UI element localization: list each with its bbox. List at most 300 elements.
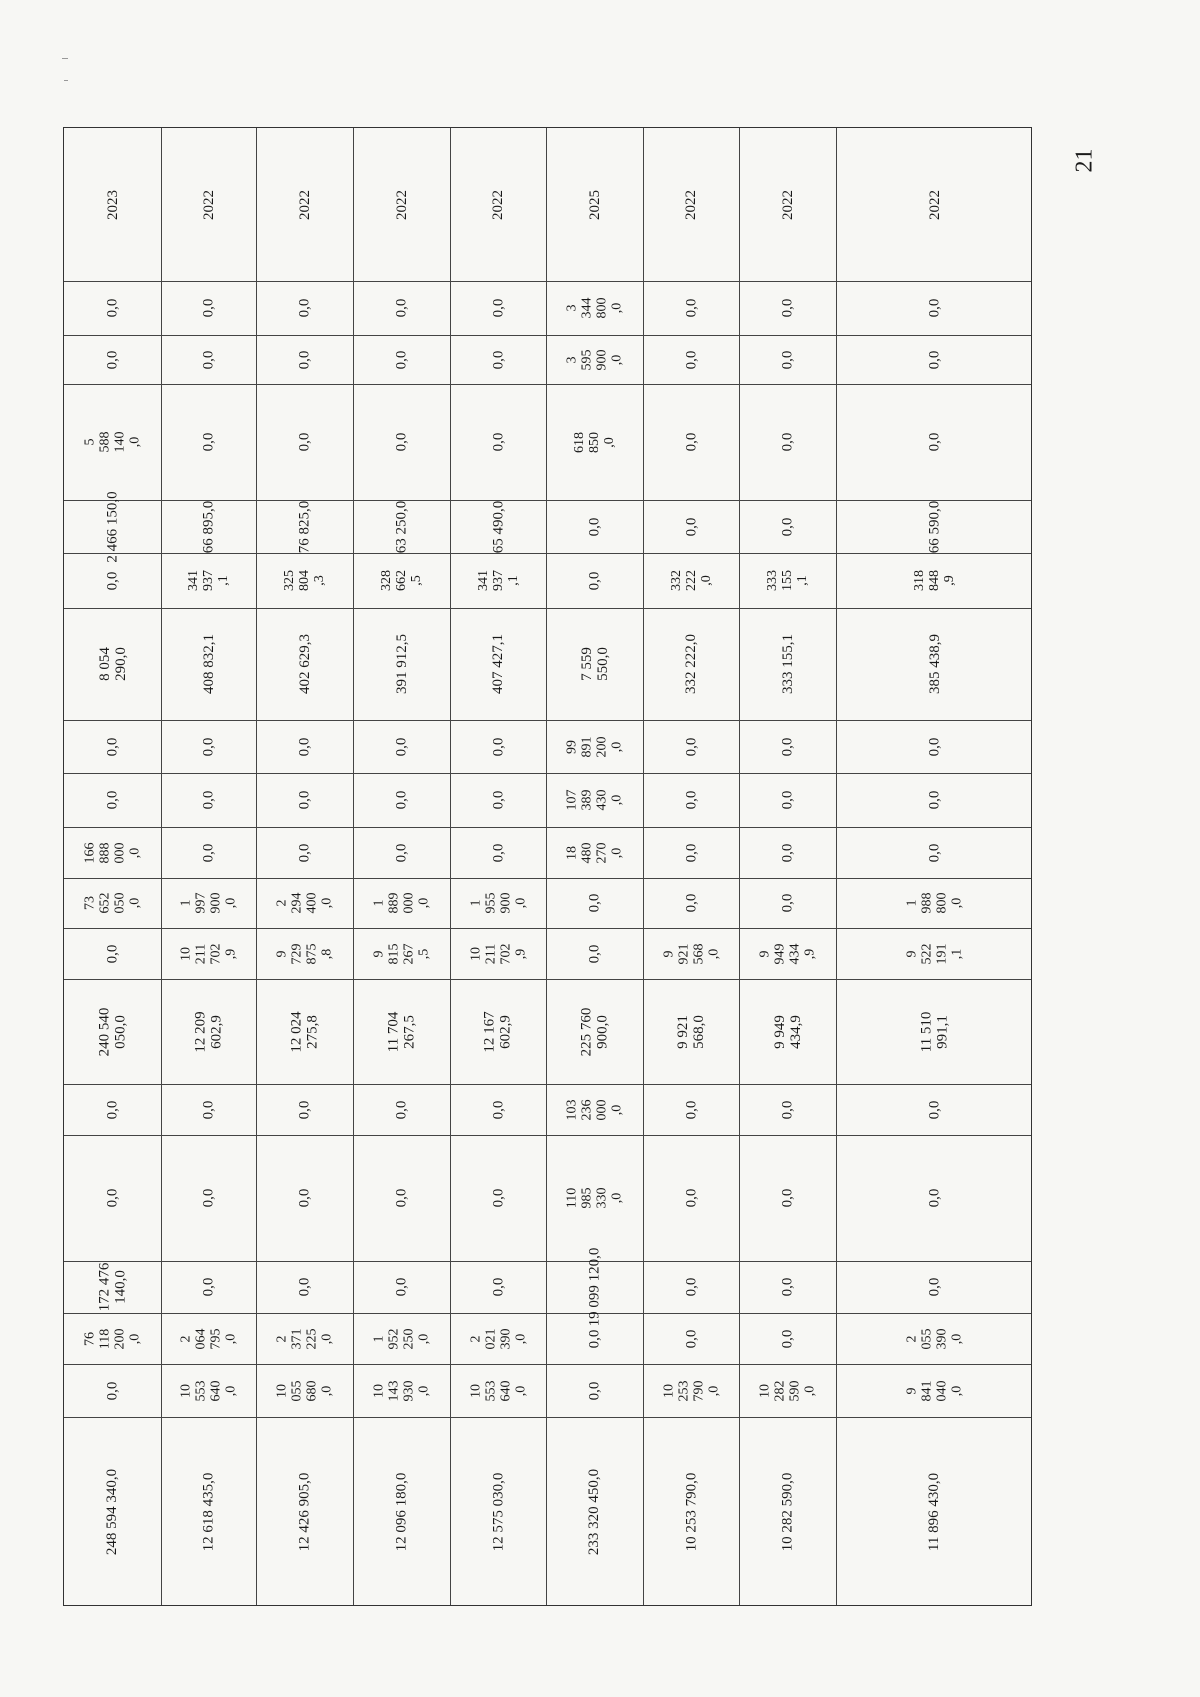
cell-value: 9 815 267 ,5 [371,943,432,964]
cell-value: 333 155,1 [779,634,796,694]
cell-value: 0,0 [586,1329,603,1348]
table-cell [836,281,1033,335]
cell-value: 2022 [779,189,796,220]
table-cell [836,1135,1033,1261]
cell-value: 0,0 [779,737,796,756]
table-cell [64,878,161,928]
cell-value: 0,0 [296,843,313,862]
cell-value: 0,0 [586,517,603,536]
cell-value: 0,0 [393,1100,410,1119]
cell-value: 5 588 140 ,0 [82,431,143,453]
table-cell [836,500,1033,553]
cell-value: 0,0 [683,350,699,369]
cell-value: 107 389 430 ,0 [564,789,625,811]
cell-value: 0,0 [779,1100,796,1119]
cell-value: 12 167 602,9 [482,1010,514,1053]
table-cell [643,1261,739,1313]
cell-value: 0,0 [393,843,410,862]
cell-value: 65 490,0 [490,500,506,553]
cell-value: 2022 [926,189,943,220]
cell-value: 0,0 [779,350,796,369]
table-cell [353,335,450,384]
cell-value: 9 921 568 ,0 [661,943,721,964]
cell-value: 0,0 [490,432,506,452]
page-number [1070,140,1100,180]
table-cell [161,1135,256,1261]
table-cell [739,1261,836,1313]
cell-value: 99 891 200 ,0 [564,736,625,757]
table-cell [450,1364,546,1417]
cell-value: 0,0 [200,1277,217,1297]
table-cell [161,1313,256,1364]
cell-value: 0,0 [683,843,699,862]
cell-value: 0,0 [926,1277,943,1297]
cell-value: 9 522 191 ,1 [904,943,965,964]
table-cell [739,335,836,384]
cell-value: 0,0 [393,790,410,810]
cell-value: 11 896 430,0 [926,1472,943,1552]
cell-value: 0,0 [200,432,217,452]
cell-value: 0,0 [586,944,603,963]
table-cell [256,500,353,553]
table-cell [256,608,353,720]
cell-value: 0,0 [104,944,121,963]
table-cell [836,1417,1033,1607]
cell-value: 0,0 [490,790,506,810]
cell-value: 1 952 250 ,0 [371,1328,432,1349]
table-cell [161,720,256,773]
cell-value: 2022 [296,189,313,220]
cell-value: 0,0 [200,350,217,369]
cell-value: 10 553 640 ,0 [178,1380,239,1401]
table-cell [64,1313,161,1364]
table-cell [739,1084,836,1135]
table-cell [546,1135,643,1261]
cell-value: 0,0 [393,1188,410,1208]
table-cell [161,1417,256,1607]
table-cell [450,1261,546,1313]
cell-value: 1 997 900 ,0 [178,892,239,914]
cell-value: 391 912,5 [393,634,410,694]
table-cell [546,1417,643,1607]
table-cell [64,128,161,281]
table-cell [64,490,161,563]
table-cell [836,773,1033,827]
cell-value: 12 575 030,0 [490,1472,506,1552]
table-cell [161,979,256,1084]
table-cell [353,500,450,553]
table-cell [546,1364,643,1417]
table-cell [643,553,739,608]
cell-value: 9 841 040 ,0 [904,1380,965,1401]
cell-value: 0,0 [779,432,796,452]
cell-value: 0,0 [200,737,217,756]
table-cell [643,773,739,827]
table-cell [256,1261,353,1313]
cell-value: 9 949 434 ,9 [757,943,818,964]
table-cell [353,281,450,335]
cell-value: 2022 [683,189,699,220]
cell-value: 0,0 [779,517,796,536]
table-cell [353,1261,450,1313]
cell-value: 0,0 [104,737,121,756]
table-cell [256,1313,353,1364]
table-cell [353,128,450,281]
cell-value: 3 344 800 ,0 [564,297,625,319]
cell-value: 0,0 [683,893,699,913]
cell-value: 0,0 [393,432,410,452]
table-cell [643,608,739,720]
table-cell [450,384,546,500]
table-cell [450,1135,546,1261]
table-cell [64,1261,161,1313]
table-cell [353,878,450,928]
cell-value: 0,0 [296,298,313,318]
table-cell [739,720,836,773]
table-cell [161,1084,256,1135]
cell-value: 0,0 [490,1100,506,1119]
cell-value: 0,0 [779,893,796,913]
table-cell [64,1417,161,1607]
table-cell [450,553,546,608]
table-cell [836,1261,1033,1313]
cell-value: 10 282 590 ,0 [757,1380,818,1401]
cell-value: 2025 [586,189,603,220]
cell-value: 9 921 568,0 [675,1014,707,1049]
cell-value: 10 253 790,0 [683,1472,699,1552]
cell-value: 0,0 [296,432,313,452]
cell-value: 2 055 390 ,0 [904,1328,965,1349]
cell-value: 0,0 [490,737,506,756]
cell-value: 166 888 000 ,0 [82,842,143,863]
cell-value: 0,0 [104,790,121,810]
cell-value: 0,0 [926,1100,943,1119]
table-cell [64,335,161,384]
cell-value: 0,0 [393,350,410,369]
table-cell [739,827,836,878]
table-cell [546,878,643,928]
table-cell [739,500,836,553]
table-cell [450,928,546,979]
cell-value: 318 848 ,9 [912,570,957,591]
cell-value: 0,0 [490,1188,506,1208]
table-cell [546,1084,643,1135]
table-cell [546,1247,643,1327]
table-cell [161,335,256,384]
table-cell [161,827,256,878]
cell-value: 11 510 991,1 [918,1011,951,1052]
cell-value: 66 895,0 [200,500,217,553]
cell-value: 0,0 [683,1329,699,1348]
cell-value: 408 832,1 [200,634,217,694]
table-cell [64,1135,161,1261]
table-cell [739,773,836,827]
table-cell [353,608,450,720]
table-cell [353,827,450,878]
cell-value: 0,0 [683,298,699,318]
cell-value: 328 662 ,5 [379,570,424,591]
table-cell [643,1313,739,1364]
table-cell [450,720,546,773]
table-cell [739,1417,836,1607]
cell-value: 2 021 390 ,0 [468,1328,528,1349]
table-cell [643,335,739,384]
cell-value: 0,0 [393,298,410,318]
table-cell [836,608,1033,720]
table-cell [64,720,161,773]
table-cell [450,979,546,1084]
cell-value: 0,0 [104,298,121,318]
cell-value: 12 209 602,9 [192,1010,225,1053]
table-cell [161,928,256,979]
table-cell [256,384,353,500]
cell-value: 2 466 150,0 [104,490,121,563]
cell-value: 233 320 450,0 [586,1468,603,1556]
cell-value: 10 253 790 ,0 [661,1380,721,1401]
cell-value: 385 438,9 [926,634,943,694]
cell-value: 2 064 795 ,0 [178,1328,239,1349]
cell-value: 0,0 [586,1381,603,1400]
table-cell [546,928,643,979]
table-cell [256,720,353,773]
table-cell [546,608,643,720]
table-cell [739,1364,836,1417]
table-cell [64,773,161,827]
table-cell [450,1313,546,1364]
table-cell [256,1417,353,1607]
cell-value: 3 595 900 ,0 [564,349,625,370]
cell-value: 10 553 640 ,0 [468,1380,528,1401]
table-cell [836,1084,1033,1135]
table-cell [450,773,546,827]
cell-value: 0,0 [586,893,603,913]
cell-value: 9 729 875 ,8 [274,943,335,964]
table-cell [739,128,836,281]
table-cell [546,500,643,553]
cell-value: 2 294 400 ,0 [274,892,335,914]
table-cell [643,720,739,773]
cell-value: 0,0 [683,1188,699,1208]
table-cell [353,384,450,500]
cell-value: 0,0 [926,432,943,452]
table-cell [256,1084,353,1135]
cell-value: 2022 [490,189,506,220]
cell-value: 0,0 [683,790,699,810]
table-cell [643,878,739,928]
table-cell [739,1135,836,1261]
cell-value: 10 211 702 ,9 [468,943,528,964]
cell-value: 76 118 200 ,0 [82,1328,143,1349]
cell-value: 0,0 [296,790,313,810]
table-cell [450,500,546,553]
cell-value: 407 427,1 [490,634,506,694]
table-cell [353,1084,450,1135]
table-cell [256,281,353,335]
table-cell [161,281,256,335]
cell-value: 0,0 [490,843,506,862]
table-cell [353,773,450,827]
table-cell [836,928,1033,979]
page-number-text: 21 [1071,148,1098,172]
table-cell [353,720,450,773]
table-cell [739,608,836,720]
table-cell [739,384,836,500]
cell-value: 2022 [393,189,410,220]
cell-value: 1 955 900 ,0 [468,892,528,914]
table-cell [643,500,739,553]
table-cell [256,553,353,608]
cell-value: 341 937 ,1 [475,570,521,591]
table-cell [450,878,546,928]
table-cell [836,553,1033,608]
table-cell [161,608,256,720]
table-cell [161,553,256,608]
table-cell [836,827,1033,878]
cell-value: 618 850 ,0 [572,431,617,453]
table-cell [161,773,256,827]
cell-value: 0,0 [586,571,603,590]
table-cell [836,335,1033,384]
cell-value: 0,0 [104,571,121,590]
cell-value: 0,0 [683,737,699,756]
table-cell [450,608,546,720]
cell-value: 0,0 [296,1100,313,1119]
cell-value: 73 652 050 ,0 [82,892,143,914]
table-cell [450,335,546,384]
table-cell [643,1364,739,1417]
cell-value: 12 096 180,0 [393,1472,410,1552]
cell-value: 0,0 [296,1188,313,1208]
cell-value: 2022 [200,189,217,220]
table-cell [256,1135,353,1261]
table-cell [546,553,643,608]
table-cell [256,928,353,979]
table-cell [836,1364,1033,1417]
table-cell [256,979,353,1084]
table-cell [546,720,643,773]
table-cell [643,128,739,281]
cell-value: 0,0 [104,1381,121,1400]
table-cell [836,128,1033,281]
table-cell [836,878,1033,928]
table-cell [450,128,546,281]
table-cell [161,1364,256,1417]
cell-value: 341 937 ,1 [186,570,231,591]
table-cell [643,928,739,979]
cell-value: 0,0 [683,517,699,536]
cell-value: 0,0 [104,1188,121,1208]
table-cell [546,128,643,281]
cell-value: 0,0 [296,737,313,756]
cell-value: 11 704 267,5 [385,1011,418,1052]
cell-value: 172 476 140,0 [96,1262,129,1312]
table-cell [256,773,353,827]
table-cell [836,979,1033,1084]
table-cell [450,1417,546,1607]
table-cell [739,553,836,608]
table-cell [64,281,161,335]
table-cell [739,281,836,335]
table-cell [256,1364,353,1417]
table-cell [643,281,739,335]
table-cell [450,1084,546,1135]
cell-value: 248 594 340,0 [104,1468,121,1556]
cell-value: 0,0 [393,1277,410,1297]
table-cell [161,878,256,928]
table-cell [256,128,353,281]
table-cell [161,384,256,500]
table-cell [546,335,643,384]
cell-value: 0,0 [779,790,796,810]
cell-value: 0,0 [926,1188,943,1208]
table-cell [64,928,161,979]
cell-value: 0,0 [393,737,410,756]
table-cell [161,1261,256,1313]
cell-value: 0,0 [926,843,943,862]
table-cell [161,128,256,281]
table-cell [64,979,161,1084]
cell-value: 402 629,3 [296,634,313,694]
cell-value: 0,0 [779,1329,796,1348]
cell-value: 225 760 900,0 [578,1007,611,1056]
cell-value: 0,0 [296,1277,313,1297]
table-cell [836,384,1033,500]
table-cell [256,827,353,878]
table-cell [739,979,836,1084]
cell-value: 8 054 290,0 [96,647,129,681]
table-cell [836,720,1033,773]
cell-value: 0,0 [779,298,796,318]
cell-value: 19 099 120,0 [586,1247,603,1327]
data-table [63,127,1032,1606]
table-cell [546,827,643,878]
table-cell [546,384,643,500]
cell-value: 332 222,0 [683,634,699,694]
cell-value: 0,0 [683,432,699,452]
cell-value: 0,0 [779,843,796,862]
cell-value: 0,0 [926,737,943,756]
cell-value: 0,0 [683,1277,699,1297]
cell-value: 10 211 702 ,9 [178,943,239,964]
table-cell [739,1313,836,1364]
cell-value: 0,0 [200,843,217,862]
cell-value: 0,0 [926,298,943,318]
table-cell [739,928,836,979]
table-cell [353,1135,450,1261]
table-cell [64,827,161,878]
table-cell [450,281,546,335]
cell-value: 63 250,0 [393,500,410,553]
table-cell [353,1313,450,1364]
cell-value: 0,0 [926,790,943,810]
cell-value: 0,0 [683,1100,699,1119]
cell-value: 0,0 [104,1100,121,1119]
table-cell [64,608,161,720]
scan-speck [62,58,68,59]
table-cell [643,1084,739,1135]
table-cell [450,827,546,878]
cell-value: 0,0 [200,1188,217,1208]
cell-value: 110 985 330 ,0 [564,1187,625,1209]
cell-value: 0,0 [200,790,217,810]
table-cell [256,878,353,928]
cell-value: 1 988 800 ,0 [904,892,965,914]
cell-value: 0,0 [779,1277,796,1297]
table-cell [643,1135,739,1261]
table-cell [546,281,643,335]
cell-value: 7 559 550,0 [578,647,611,681]
table-cell [256,335,353,384]
